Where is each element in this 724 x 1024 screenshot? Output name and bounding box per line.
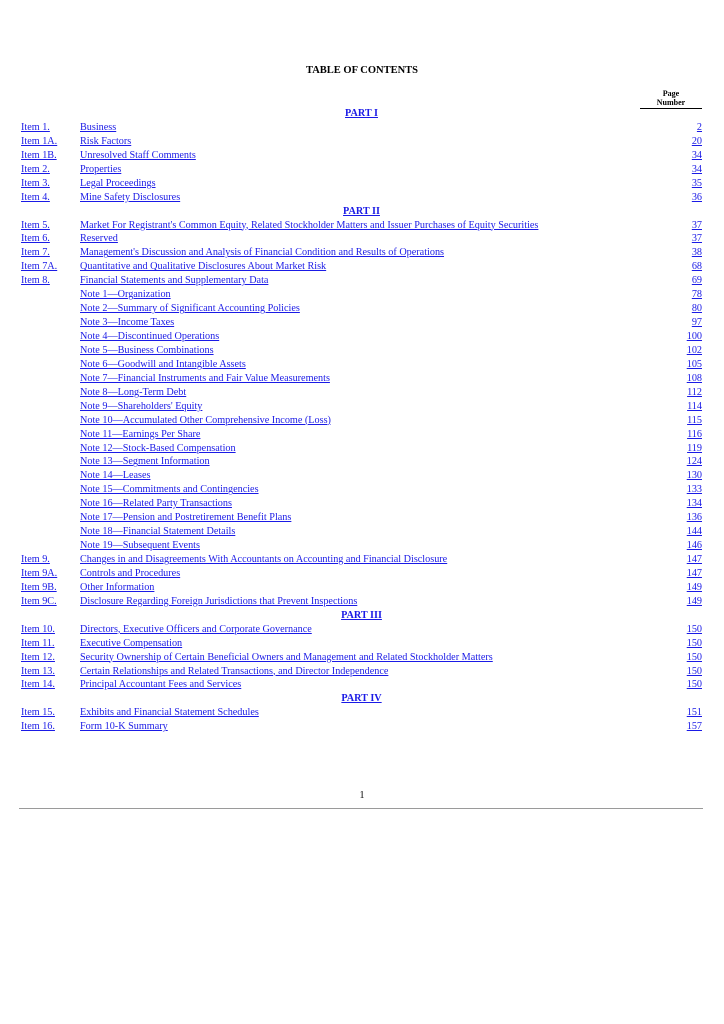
toc-row xyxy=(21,163,702,177)
part-heading xyxy=(21,205,702,219)
toc-item-title-link[interactable]: Note 12—Stock-Based Compensation xyxy=(80,442,236,454)
toc-row xyxy=(21,400,702,414)
toc-item-number-link[interactable]: Item 6. xyxy=(21,233,50,245)
toc-item-title-link[interactable]: Form 10-K Summary xyxy=(80,721,168,733)
toc-row xyxy=(21,135,702,149)
part-heading-link[interactable]: PART II xyxy=(343,205,380,217)
toc-row xyxy=(21,706,702,720)
part-heading-link[interactable]: PART III xyxy=(341,609,382,621)
toc-item-title-link[interactable]: Principal Accountant Fees and Services xyxy=(80,679,242,691)
toc-row xyxy=(21,219,702,233)
toc-item-title-link[interactable]: Note 3—Income Taxes xyxy=(80,317,175,329)
toc-page-number-link[interactable]: 78 xyxy=(691,289,702,301)
part-heading-link[interactable]: PART I xyxy=(345,108,378,119)
toc-item-title-link[interactable]: Note 17—Pension and Postretirement Benefit Plans xyxy=(80,512,292,524)
toc-item-number-link[interactable]: Item 9C. xyxy=(21,595,57,607)
page-header-line1: Page xyxy=(662,89,680,98)
toc-row xyxy=(21,455,702,469)
toc-item-number-link[interactable]: Item 9B. xyxy=(21,581,57,593)
toc-page-number-link[interactable]: 20 xyxy=(691,135,702,147)
toc-row xyxy=(21,232,702,246)
toc-item-number-link[interactable]: Item 9A. xyxy=(21,567,58,579)
toc-page-number-link[interactable]: 150 xyxy=(686,679,702,691)
toc-page-number-link[interactable]: 130 xyxy=(686,470,702,482)
toc-item-number-link[interactable]: Item 9. xyxy=(21,554,50,565)
toc-row xyxy=(21,665,702,679)
toc-row xyxy=(21,581,702,595)
toc-item-title-link[interactable]: Disclosure Regarding Foreign Jurisdictions that Prevent Inspections xyxy=(80,595,358,607)
toc-item-number-link[interactable]: Item 11. xyxy=(21,637,55,649)
toc-item-title-link[interactable]: Note 9—Shareholders' Equity xyxy=(80,400,203,412)
toc-item-title-link[interactable]: Financial Statements and Supplementary Data xyxy=(80,275,269,287)
toc-page-number-link[interactable]: 134 xyxy=(686,498,702,510)
toc-page-number-link[interactable]: 149 xyxy=(686,581,702,593)
toc-item-title-link[interactable]: Unresolved Staff Comments xyxy=(80,149,196,161)
toc-item-title-link[interactable]: Business xyxy=(80,121,117,133)
toc-item-number-link[interactable]: Item 4. xyxy=(21,191,50,203)
toc-item-number-link[interactable]: Item 14. xyxy=(21,679,55,691)
toc-item-title-link[interactable]: Management's Discussion and Analysis of Financial Condition and Results of Operations xyxy=(80,247,445,259)
toc-row xyxy=(21,274,702,288)
toc-page-number-link[interactable]: 34 xyxy=(691,149,702,161)
toc-item-number-link[interactable]: Item 1. xyxy=(21,121,50,133)
toc-item-number-link[interactable]: Item 12. xyxy=(21,651,55,663)
toc-item-title-link[interactable]: Executive Compensation xyxy=(80,637,183,649)
toc-item-title-link[interactable]: Note 10—Accumulated Other Comprehensive Income (Loss) xyxy=(80,414,331,426)
toc-item-title-link[interactable]: Note 15—Commitments and Contingencies xyxy=(80,484,259,496)
toc-item-title-link[interactable]: Controls and Procedures xyxy=(80,567,181,579)
toc-row xyxy=(21,497,702,511)
toc-page-number-link[interactable]: 150 xyxy=(686,665,702,677)
toc-item-title-link[interactable]: Note 18—Financial Statement Details xyxy=(80,526,236,538)
table-of-contents xyxy=(21,107,702,734)
part-heading xyxy=(21,609,702,623)
toc-page-number-link[interactable]: 108 xyxy=(686,372,702,384)
toc-page-number-link[interactable]: 149 xyxy=(686,595,702,607)
toc-page-number-link[interactable]: 157 xyxy=(686,721,702,733)
toc-page-number-link[interactable]: 97 xyxy=(691,317,702,329)
toc-page-number-link[interactable]: 100 xyxy=(686,331,702,342)
toc-page-number-link[interactable]: 112 xyxy=(687,386,702,398)
toc-item-title-link[interactable]: Note 4—Discontinued Operations xyxy=(80,331,220,342)
toc-item-title-link[interactable]: Legal Proceedings xyxy=(80,177,156,189)
toc-row xyxy=(21,246,702,260)
toc-row xyxy=(21,678,702,692)
toc-page-number-link[interactable]: 147 xyxy=(686,554,702,565)
toc-page-number-link[interactable]: 114 xyxy=(687,400,702,412)
toc-item-number-link[interactable]: Item 10. xyxy=(21,623,55,635)
toc-page-number-link[interactable]: 102 xyxy=(686,344,702,356)
toc-item-number-link[interactable]: Item 1B. xyxy=(21,149,57,161)
toc-item-number-link[interactable]: Item 5. xyxy=(21,219,50,231)
footer-page-number: 1 xyxy=(359,790,365,801)
toc-item-title-link[interactable]: Note 5—Business Combinations xyxy=(80,344,214,356)
toc-row xyxy=(21,651,702,665)
toc-row xyxy=(21,595,702,609)
toc-item-title-link[interactable]: Note 13—Segment Information xyxy=(80,456,210,468)
toc-row xyxy=(21,428,702,442)
toc-page-number-link[interactable]: 116 xyxy=(687,428,702,440)
toc-page-number-link[interactable]: 119 xyxy=(687,442,702,454)
toc-page-number-link[interactable]: 68 xyxy=(691,261,702,273)
toc-item-number-link[interactable]: Item 15. xyxy=(21,707,55,719)
toc-page-number-link[interactable]: 80 xyxy=(691,303,702,315)
page-number-column-header xyxy=(640,89,702,109)
toc-item-number-link[interactable]: Item 16. xyxy=(21,721,55,733)
toc-row xyxy=(21,358,702,372)
toc-row xyxy=(21,149,702,163)
toc-item-title-link[interactable]: Market For Registrant's Common Equity, Related Stockholder Matters and Issuer Purchases of Equity Securities xyxy=(80,219,539,231)
toc-row xyxy=(21,483,702,497)
toc-page-number-link[interactable]: 34 xyxy=(691,163,702,175)
toc-row xyxy=(21,316,702,330)
toc-page-number-link[interactable]: 147 xyxy=(686,567,702,579)
toc-row xyxy=(21,637,702,651)
toc-row xyxy=(21,525,702,539)
part-heading xyxy=(21,107,702,121)
page-title: TABLE OF CONTENTS xyxy=(305,65,419,76)
toc-page-number-link[interactable]: 144 xyxy=(686,526,702,538)
toc-page-number-link[interactable]: 35 xyxy=(691,177,702,189)
toc-item-title-link[interactable]: Note 6—Goodwill and Intangible Assets xyxy=(80,358,246,370)
toc-page-number-link[interactable]: 150 xyxy=(686,637,702,649)
toc-row xyxy=(21,288,702,302)
toc-page-number-link[interactable]: 36 xyxy=(691,191,702,203)
toc-row xyxy=(21,191,702,205)
page-header-line2: Number xyxy=(656,98,686,107)
toc-item-title-link[interactable]: Note 1—Organization xyxy=(80,289,171,301)
toc-row xyxy=(21,302,702,316)
toc-page-number-link[interactable]: 69 xyxy=(691,275,702,287)
toc-item-title-link[interactable]: Note 14—Leases xyxy=(80,470,151,482)
toc-page-number-link[interactable]: 150 xyxy=(686,651,702,663)
toc-row xyxy=(21,260,702,274)
toc-item-number-link[interactable]: Item 2. xyxy=(21,163,50,175)
toc-row xyxy=(21,372,702,386)
toc-page-number-link[interactable]: 38 xyxy=(691,247,702,259)
toc-row xyxy=(21,414,702,428)
toc-item-title-link[interactable]: Changes in and Disagreements With Accountants on Accounting and Financial Disclosure xyxy=(80,554,448,565)
toc-row xyxy=(21,567,702,581)
toc-page-number-link[interactable]: 146 xyxy=(686,540,702,552)
toc-item-number-link[interactable]: Item 7. xyxy=(21,247,50,259)
toc-item-number-link[interactable]: Item 13. xyxy=(21,665,55,677)
toc-page-number-link[interactable]: 105 xyxy=(686,358,702,370)
toc-row xyxy=(21,469,702,483)
toc-item-title-link[interactable]: Certain Relationships and Related Transactions, and Director Independence xyxy=(80,665,389,677)
toc-row xyxy=(21,511,702,525)
part-heading xyxy=(21,692,702,706)
toc-item-number-link[interactable]: Item 1A. xyxy=(21,135,58,147)
toc-item-title-link[interactable]: Note 19—Subsequent Events xyxy=(80,540,200,552)
toc-item-number-link[interactable]: Item 8. xyxy=(21,275,50,287)
toc-item-number-link[interactable]: Item 7A. xyxy=(21,261,58,273)
toc-item-title-link[interactable]: Other Information xyxy=(80,581,155,593)
toc-row xyxy=(21,553,702,567)
toc-page-number-link[interactable]: 2 xyxy=(696,121,702,133)
toc-page-number-link[interactable]: 136 xyxy=(686,512,702,524)
toc-item-title-link[interactable]: Mine Safety Disclosures xyxy=(80,191,181,203)
toc-row xyxy=(21,177,702,191)
toc-item-title-link[interactable]: Reserved xyxy=(80,233,118,245)
part-heading-link[interactable]: PART IV xyxy=(341,693,382,705)
toc-row xyxy=(21,623,702,637)
toc-item-title-link[interactable]: Note 16—Related Party Transactions xyxy=(80,498,232,510)
toc-item-title-link[interactable]: Quantitative and Qualitative Disclosures About Market Risk xyxy=(80,261,327,273)
toc-row xyxy=(21,121,702,135)
toc-item-title-link[interactable]: Exhibits and Financial Statement Schedules xyxy=(80,707,259,719)
toc-page-number-link[interactable]: 151 xyxy=(686,707,702,719)
toc-page-number-link[interactable]: 115 xyxy=(687,414,702,426)
toc-row xyxy=(21,539,702,553)
toc-row xyxy=(21,330,702,344)
toc-item-title-link[interactable]: Note 2—Summary of Significant Accounting Policies xyxy=(80,303,300,315)
toc-item-title-link[interactable]: Note 7—Financial Instruments and Fair Value Measurements xyxy=(80,372,330,384)
toc-page-number-link[interactable]: 37 xyxy=(691,219,702,231)
toc-item-title-link[interactable]: Note 8—Long-Term Debt xyxy=(80,386,187,398)
toc-item-title-link[interactable]: Directors, Executive Officers and Corporate Governance xyxy=(80,623,312,635)
toc-row xyxy=(21,720,702,734)
toc-row xyxy=(21,442,702,456)
toc-item-number-link[interactable]: Item 3. xyxy=(21,177,50,189)
toc-item-title-link[interactable]: Note 11—Earnings Per Share xyxy=(80,428,201,440)
toc-row xyxy=(21,386,702,400)
toc-item-title-link[interactable]: Properties xyxy=(80,163,122,175)
toc-page-number-link[interactable]: 37 xyxy=(691,233,702,245)
toc-row xyxy=(21,344,702,358)
toc-item-title-link[interactable]: Risk Factors xyxy=(80,135,132,147)
toc-page-number-link[interactable]: 150 xyxy=(686,623,702,635)
toc-page-number-link[interactable]: 124 xyxy=(686,456,702,468)
toc-page-number-link[interactable]: 133 xyxy=(686,484,702,496)
toc-item-title-link[interactable]: Security Ownership of Certain Beneficial Owners and Management and Related Stockholder Matters xyxy=(80,651,493,663)
page-divider xyxy=(19,808,703,809)
